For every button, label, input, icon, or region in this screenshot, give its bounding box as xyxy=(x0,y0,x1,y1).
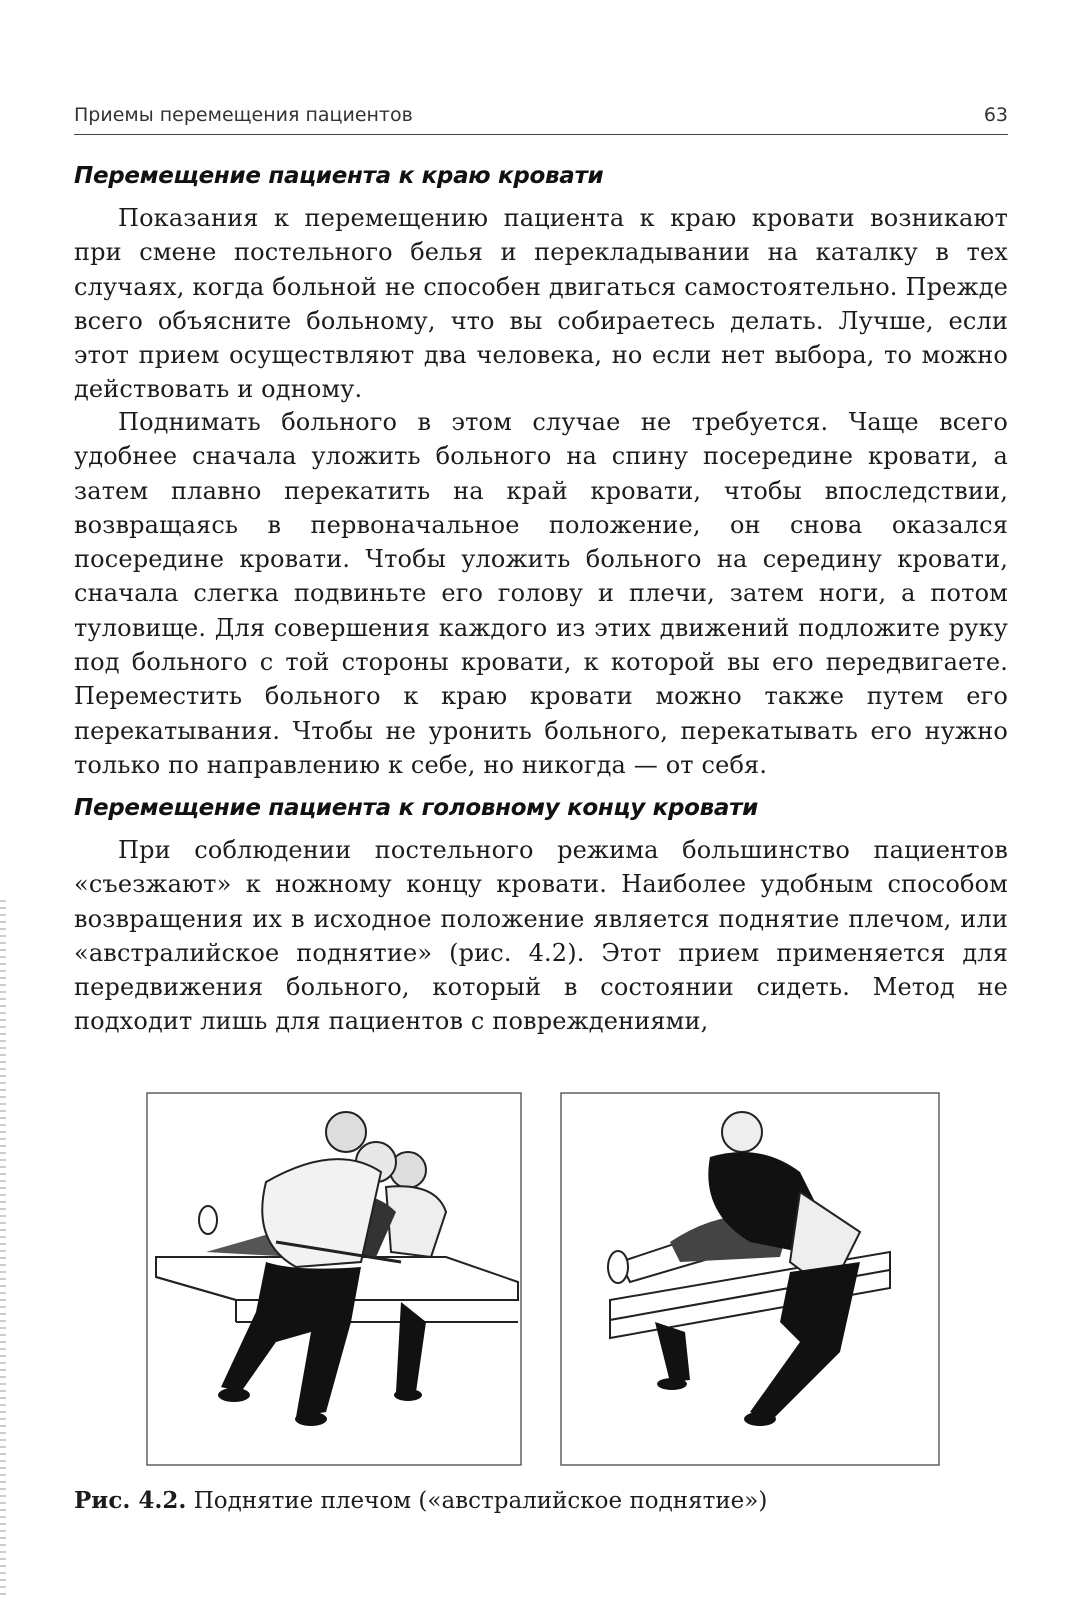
figure-caption-label: Рис. 4.2. xyxy=(74,1487,187,1514)
section-heading-edge: Перемещение пациента к краю кровати xyxy=(74,163,604,189)
illustration-shoulder-lift-side xyxy=(560,1092,940,1466)
scan-edge-artifact xyxy=(0,900,6,1600)
figure-caption-text: Поднятие плечом («австралийское поднятие») xyxy=(193,1488,768,1514)
running-head xyxy=(74,104,1008,126)
header-rule xyxy=(74,134,1008,135)
running-title: Приемы перемещения пациентов xyxy=(74,104,413,126)
paragraph-indications: Показания к перемещению пациента к краю кровати возникают при смене постельного белья и перекладывании на каталку в тех случаях, когда больной не способен двигаться самостоятельно. Прежде всего объясните больному, что вы собираетесь делать. Лучше, если этот прием осуществляют два человека, но если нет выбора, то можно действовать и одному. xyxy=(74,204,1008,404)
illustration-shoulder-lift-front xyxy=(146,1092,522,1466)
page-number: 63 xyxy=(983,104,1008,126)
paragraph-rolling: Поднимать больного в этом случае не требуется. Чаще всего удобнее сначала уложить больного на спину посередине кровати, а затем плавно перекатить на край кровати, чтобы впоследствии, возвращаясь в первоначальное положение, он снова оказался посередине кровати. Чтобы уложить больного на середину кровати, сначала слегка подвиньте его голову и плечи, затем ноги, а потом туловище. Для совершения каждого из этих движений подложите руку под больного с той стороны кровати, к которой вы его передвигаете. Переместить больного к краю кровати можно также путем его перекатывания. Чтобы не уронить больного, перекатывать его нужно только по направлению к себе, но никогда — от себя. xyxy=(74,408,1008,779)
figure-caption xyxy=(74,1487,767,1514)
paragraph-shoulder-lift: При соблюдении постельного режима большинство пациентов «съезжают» к ножному концу кровати. Наиболее удобным способом возвращения их в исходное положение является поднятие плечом, или «австралийское поднятие» (рис. 4.2). Этот прием применяется для передвижения больного, который в состоянии сидеть. Метод не подходит лишь для пациентов с повреждениями, xyxy=(74,836,1008,1036)
section-heading-head-end: Перемещение пациента к головному концу кровати xyxy=(74,795,758,821)
